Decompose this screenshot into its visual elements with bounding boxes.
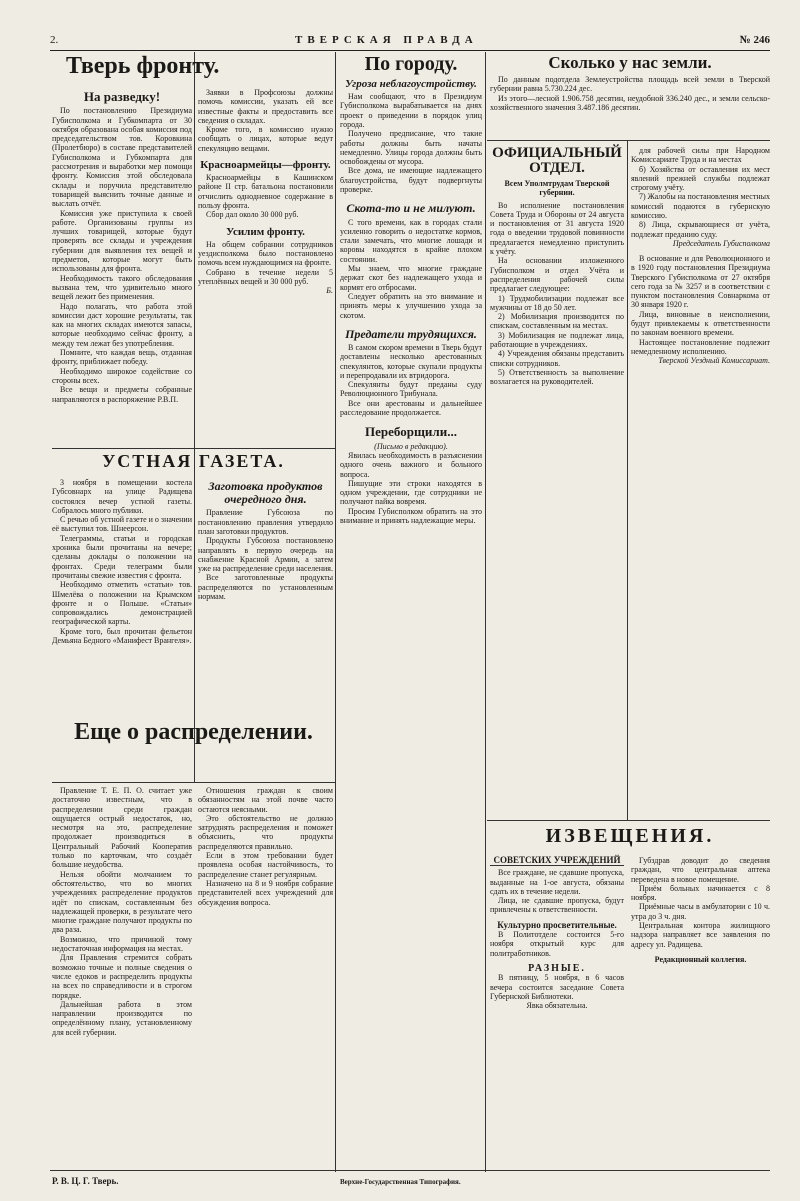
paragraph: Необходимо отметить «статьи» тов. Шмелёва о положении на Крымском фронте и о Польше. «Статьи» сопровождались демонстрацией географической карты. <box>52 580 192 627</box>
masthead-bar <box>50 34 770 51</box>
paragraph: 5) Ответственность за выполнение возлагается на руководителей. <box>490 367 624 387</box>
paragraph: Надо полагать, что работа этой комиссии даст хорошие результаты, так как на многих складах имеются запасы, которые необходимо сейчас фронту, а между тем лежат без употребления. <box>52 301 192 348</box>
paragraph: В Политотделе состоится 5-го ноября открытый курс для политработников. <box>490 930 624 958</box>
column-rule <box>194 52 195 782</box>
paragraph: Спекулянты будут преданы суду Революционного Трибунала. <box>340 380 482 399</box>
signature: Б. <box>326 286 333 296</box>
paragraph: Красноармейцы в Кашинском районе II стр. батальона постановили отчислить однодневное содержание в пользу фронта. <box>198 173 333 211</box>
paragraph: Явка обязательна. <box>526 1001 588 1011</box>
paragraph: Правление Губсоюза по постановлению правления утвердило план заготовки продуктов. <box>198 508 333 536</box>
paragraph: Из этого—лесной 1.906.758 десятин, неудобной 336.240 дес., и земли сельско-хозяйственного значения 3.487.186 десятин. <box>490 93 770 112</box>
paragraph: Сбор дал около 30 000 руб. <box>206 210 299 220</box>
paragraph: С того времени, как в городах стали усиленно говорить о недостатке кормов, стали замечать, что многие лошади и коровы находятся в крайне плохом состоянии. <box>340 217 482 264</box>
distribution-article <box>52 786 192 1166</box>
paragraph: Заявки в Профсоюзы должны помочь комиссии, указать ей все известные факты и предоставить все сведения о складах. <box>198 88 333 125</box>
article-title: Тверь фронту. <box>66 53 220 79</box>
paragraph: 8) Лица, скрывающиеся от учёта, подлежат преданию суду. <box>631 220 770 239</box>
column-5-top <box>631 146 770 816</box>
paragraph: Нам сообщают, что в Президиум Губисполкома вырабатывается на днях проект о приведении в порядок улиц города. <box>340 92 482 129</box>
section-title: ОФИЦИАЛЬНЫЙ ОТДЕЛ. <box>492 145 622 176</box>
paragraph: Отношения граждан к своим обязанностям на этой почве часто остаются неясными. <box>198 786 333 814</box>
paragraph: Для Правления стремится собрать возможно точные и полные сведения о числе едоков и распределить продукты на всех по справедливости и в строгом порядке. <box>52 953 192 1000</box>
section-rule <box>487 140 770 141</box>
paragraph: Назначено на 8 и 9 ноября собрание представителей всех учреждений для обсуждения вопроса. <box>198 878 333 907</box>
paragraph: Помните, что каждая вещь, отданная фронту, приближает победу. <box>52 348 192 367</box>
article-title: Заготовка продуктов очередного дня. <box>208 479 323 507</box>
paragraph: Дальнейшая работа в этом направлении производится по определённому плану, установленному для всей губернии. <box>52 999 192 1037</box>
paragraph: В пятницу, 5 ноября, в 6 часов вечера состоится заседание Совета Губернской Библиотеки. <box>490 973 624 1001</box>
column-rule <box>627 140 628 820</box>
section-title: ИЗВЕЩЕНИЯ. <box>545 825 715 847</box>
paragraph: 2) Мобилизация производится по спискам, составленным на местах. <box>490 312 624 331</box>
article-subtitle: СОВЕТСКИХ УЧРЕЖДЕНИЙ <box>490 856 624 866</box>
paragraph: Приём больных начинается с 8 ноября. <box>631 883 770 903</box>
paragraph: 7) Жалобы на постановления местных комиссий подаются в губернскую комиссию. <box>631 192 770 221</box>
column-2-bottom <box>198 786 333 1166</box>
paragraph: 3) Мобилизация не подлежат лица, работающие в учреждениях. <box>490 330 624 350</box>
section-title: УСТНАЯ ГАЗЕТА. <box>102 451 285 471</box>
article-title: Скота-то и не милуют. <box>346 201 476 216</box>
issue-number: № 246 <box>739 34 770 46</box>
paragraph: Комиссия уже приступила к своей работе. Организованы группы из лучших товарищей, которые будут проверять все склады и учреждения губернии для выявления тех вещей и предметов, которые могут быть использованы для фронта. <box>52 208 192 274</box>
article-subtitle: Культурно просветительные. <box>497 919 617 930</box>
notices-left <box>490 856 624 1166</box>
printer-mark: Р. В. Ц. Г. Тверь. <box>52 1176 119 1186</box>
paragraph: Получено предписание, что такие работы должны быть начаты немедленно. Улицы города должны быть освобождены от мусора. <box>340 129 482 167</box>
paragraph: Все граждане, не сдавшие пропуска, выданные на 1-ое августа, обязаны сдать их в течение недели. <box>490 868 624 896</box>
paragraph: для рабочей силы при Народном Комиссариате Труда и на местах <box>631 146 770 165</box>
paragraph: Необходимость такого обследования вызвана тем, что удивительно много вещей лежит без применения. <box>52 273 192 302</box>
article-title: Сколько у нас земли. <box>548 53 712 72</box>
article-title: Усилим фронту. <box>226 225 305 238</box>
editorial-board: Редакционный коллегия. <box>654 954 747 964</box>
paragraph: Все заготовленные продукты распределяются по установленным нормам. <box>198 573 333 602</box>
paragraph: С речью об устной газете и о значении её выступил тов. Шнеерсон. <box>52 515 192 534</box>
paragraph: Мы знаем, что многие граждане держат скот без надлежащего ухода и кормят его отбросами. <box>340 264 482 292</box>
paragraph: Возможно, что причиной тому недостаточная информация на местах. <box>52 934 192 954</box>
article-title: Угроза неблагоустройству. <box>345 78 477 90</box>
paragraph: Все они арестованы и дальнейшее расследование продолжается. <box>340 398 482 418</box>
column-3 <box>340 54 482 1166</box>
article-subtitle: На разведку! <box>83 89 161 104</box>
paragraph: Настоящее постановление подлежит немедленному исполнению. <box>631 337 770 356</box>
paragraph: Это обстоятельство не должно затруднять распределения и поможет объяснить, что продукты распределяются правильно. <box>198 813 333 851</box>
paragraph: Продукты Губсоюза постановлено направлять в первую очередь на снабжение Красной Армии, а затем уже на распределение среди населения. <box>198 536 333 574</box>
paragraph: В основание и для Революционного и в 1920 году постановления Президиума Тверского Губисполкома от 27 октября сего года за № 3257 и в соответствии с пунктом постановления Совнаркома от 30 января 1920 г. <box>631 253 770 310</box>
paragraph: Необходимо широкое содействие со стороны всех. <box>52 366 192 385</box>
footer-rule <box>50 1170 770 1171</box>
paragraph: Все вещи и предметы собранные направляются в распоряжение Р.В.П. <box>52 385 192 404</box>
column-2-top <box>198 88 333 446</box>
paragraph: На общем собрании сотрудников уездисполкома было постановлено помочь всем нуждающимся на фронте. <box>198 239 333 268</box>
paragraph: Лица, виновные в неисполнении, будут привлекаемы к ответственности по законам военного времени. <box>631 309 770 338</box>
paragraph: Центральная контора жилищного надзора направляет все заявления по адресу ул. Радищева. <box>631 921 770 949</box>
article-subtitle: Всем Уполмтрудам Тверской губернии. <box>504 179 610 198</box>
paragraph: По постановлению Президиума Губисполкома и Губкомпарта от 30 октября образована особая комиссия под председательством тов. Коровкина (Пролетбюро) в составе представителей Губисполкома и Губкомпарта для рассмотрения и выработки мер помощи фронту. Комиссия этой обследовала склады и поручила представителю товарищей выяснить точные данные и выслать отчёт. <box>52 106 192 209</box>
article-subtitle: РАЗНЫЕ. <box>528 962 586 974</box>
paragraph: Следует обратить на это внимание и принять меры к улучшению ухода за скотом. <box>340 291 482 320</box>
paragraph: 3 ноября в помещении костела Губсовнарх на улице Радищева состоялся вечер устной газеты. Собралось много публики. <box>52 478 192 515</box>
paragraph: Все дома, не имеющие надлежащего благоустройства, будут подвергнуты проверке. <box>340 166 482 195</box>
paragraph: Кроме того, в комиссию нужно сообщать о лицах, которые ведут спекуляцию вещами. <box>198 125 333 153</box>
article-title: Красноармейцы—фронту. <box>200 159 331 172</box>
section-title: Еще о распределении. <box>74 719 313 745</box>
signature: Председатель Губисполкома <box>672 238 770 248</box>
paragraph: Явилась необходимость в разъяснении одного очень важного и больного вопроса. <box>340 450 482 479</box>
official-section <box>490 146 624 816</box>
paragraph: б) Хозяйства от оставления их мест явлений прежней службы подлежат строгому учёту. <box>631 164 770 193</box>
paragraph: 4) Учреждения обязаны представить списки сотрудников. <box>490 349 624 368</box>
paragraph: 1) Трудмобилизации подлежат все мужчины от 18 до 50 лет. <box>490 293 624 312</box>
imprint: Верхне-Государственная Типография. <box>340 1178 461 1186</box>
paragraph: Кроме того, был прочитан фельетон Демьяна Бедного «Манифест Врангеля». <box>52 626 192 646</box>
paragraph: По данным подотдела Землеустройства площадь всей земли в Тверской губернии равна 5.730.224 дес. <box>490 75 770 94</box>
paragraph: Нельзя обойти молчанием то обстоятельство, что во многих учреждениях распределение продуктов идёт по спискам, составленным без надлежащей проверки, в результате чего многие граждане получают продукты по два раза. <box>52 869 192 935</box>
paragraph: Если в этом требовании будет проявлена особая настойчивость, то распределение станет регулярным. <box>198 851 333 879</box>
paragraph: Телеграммы, статьи и городская хроника были прочитаны на вечере; сделаны доклады о положении на фронтах. Среди телеграмм были прочитаны свежие известия с фронта. <box>52 533 192 580</box>
paragraph: Просим Губисполком обратить на это внимание и принять надлежащие меры. <box>340 506 482 526</box>
paragraph: Собрано в течение недели 5 утеплённых вещей и 30 000 руб. <box>198 267 333 286</box>
column-1-article <box>52 88 192 446</box>
paragraph: Лица, не сдавшие пропуска, будут привлечены к ответственности. <box>490 896 624 915</box>
paragraph: Приёмные часы в амбулатории с 10 ч. утра до 3 ч. дня. <box>631 902 770 921</box>
notices-right <box>631 856 770 1166</box>
signature: Тверской Уездный Комиссариат. <box>658 356 770 366</box>
column-2-middle <box>198 478 333 718</box>
paragraph: Во исполнение постановления Совета Труда и Обороны от 24 августа и постановления от 31 августа 1920 года о введении трудовой повинности предлагается немедленно приступить к учёту. <box>490 200 624 257</box>
column-rule <box>485 52 486 1172</box>
paragraph: Пишущие эти строки находятся в одном учреждении, где сотрудники не получают пайка вовремя. <box>340 478 482 507</box>
page-number: 2. <box>50 34 59 46</box>
paragraph: В самом скором времени в Тверь будут доставлены несколько арестованных спекулянтов, которые скупали продукты и перепродавали их втридорога. <box>340 343 482 380</box>
land-article <box>490 54 770 138</box>
paragraph: На основании изложенного Губисполком и отдел Учёта и распределения рабочей силы предлагает следующее: <box>490 256 624 294</box>
masthead: ТВЕРСКАЯ ПРАВДА <box>295 34 478 46</box>
section-rule <box>52 782 335 783</box>
article-title: Предатели трудящихся. <box>345 326 477 341</box>
article-title: Переборщили... <box>365 424 457 440</box>
section-rule <box>487 820 770 821</box>
section-title: По городу. <box>364 53 458 75</box>
article-subtitle: (Письмо в редакцию). <box>374 441 448 451</box>
column-rule <box>335 52 336 1172</box>
section-rule <box>52 448 335 449</box>
paragraph: Губздрав доводит до сведения граждан, что центральная аптека переведена в новое помещение. <box>631 856 770 884</box>
paragraph: Правление Т. Е. П. О. считает уже достаточно известным, что в распределении среди граждан ощущается острый недостаток, но, несмотря на это, распределение продолжает производиться в Центральный Рабочий Кооператив только по карточкам, что создаёт большие неудобства. <box>52 786 192 870</box>
